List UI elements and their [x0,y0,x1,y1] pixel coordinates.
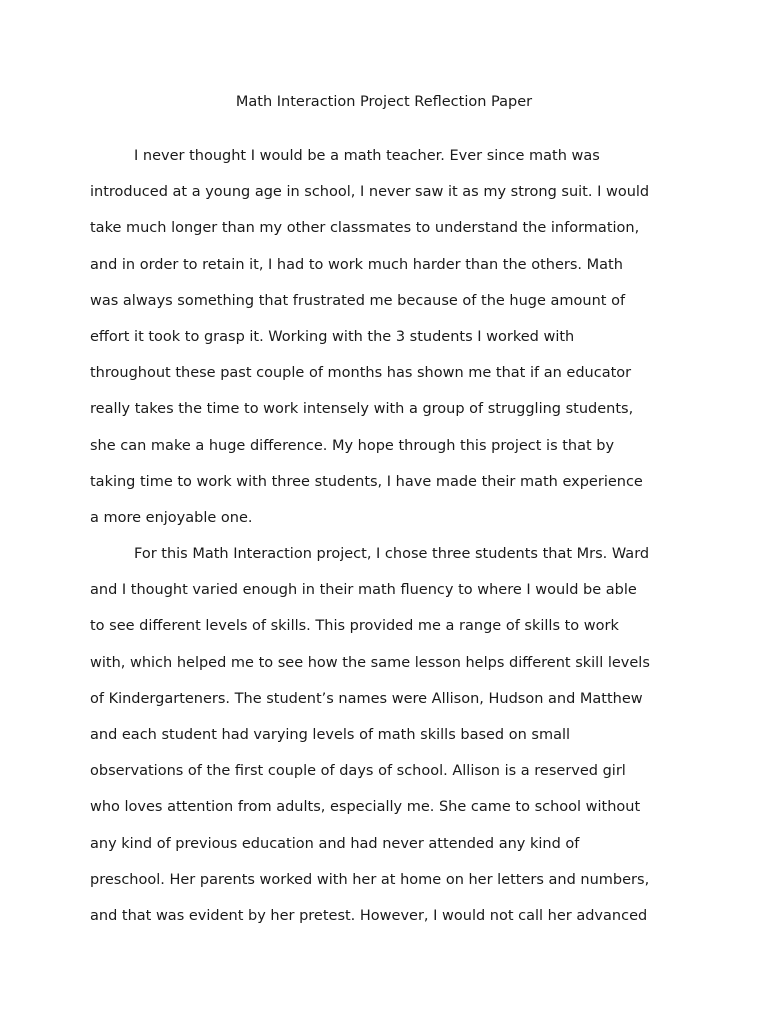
body-line: a more enjoyable one. [90,509,253,526]
body-line: and in order to retain it, I had to work much harder than the others. Math [90,256,623,273]
body-line: For this Math Interaction project, I chose three students that Mrs. Ward [134,546,650,563]
body-line: really takes the time to work intensely with a group of struggling students, [90,401,634,418]
body-line: effort it took to grasp it. Working with the 3 students I worked with [90,328,575,345]
body-line: taking time to work with three students, I have made their math experience [90,473,643,490]
document-body [90,146,690,942]
body-line: and each student had varying levels of math skills based on small [90,727,571,743]
body-line: any kind of previous education and had never attended any kind of [90,835,580,852]
body-line: to see different levels of skills. This provided me a range of skills to work [90,618,619,635]
body-line: throughout these past couple of months has shown me that if an educator [90,365,632,382]
body-line: of Kindergarteners. The student’s names were Allison, Hudson and Matthew [90,690,643,707]
body-line: was always something that frustrated me because of the huge amount of [90,292,626,309]
body-line: observations of the first couple of days of school. Allison is a reserved girl [90,763,626,780]
body-line: take much longer than my other classmates to understand the information, [90,220,640,237]
document-title: Math Interaction Project Reflection Paper [235,94,533,110]
body-line: I never thought I would be a math teacher. Ever since math was [134,148,600,164]
body-line: and I thought varied enough in their math fluency to where I would be able [90,582,637,599]
body-line: who loves attention from adults, especially me. She came to school without [90,799,641,816]
body-line: she can make a huge difference. My hope through this project is that by [90,437,615,454]
body-line: with, which helped me to see how the same lesson helps different skill levels [90,654,650,671]
body-line: and that was evident by her pretest. However, I would not call her advanced [90,907,648,924]
body-line: preschool. Her parents worked with her at home on her letters and numbers, [90,871,650,888]
body-line: introduced at a young age in school, I never saw it as my strong suit. I would [90,184,650,201]
